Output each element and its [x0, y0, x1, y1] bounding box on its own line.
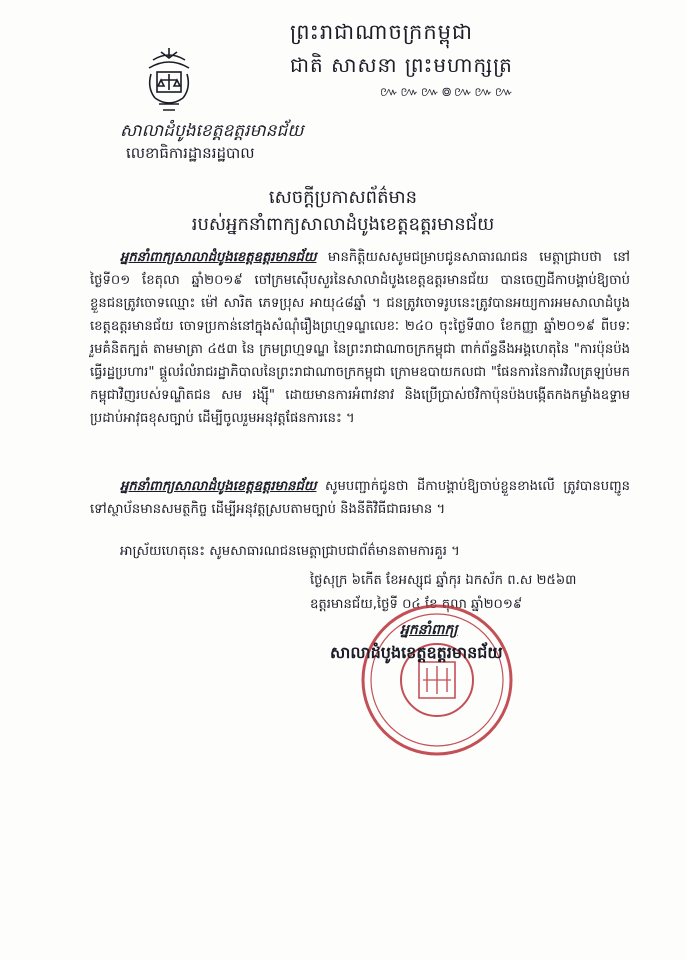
paragraph-2-lead: អ្នកនាំពាក្យសាលាដំបូងខេត្តឧត្តរមានជ័យ — [120, 479, 317, 494]
paragraph-1-text: មានកិត្តិយសសូមជម្រាបជូនសាធារណជន មេត្តាជ្រាបថា នៅថ្ងៃទី០១ ខែតុលា ឆ្នាំ២០១៩ ចៅក្រមស៊ើបសួរនៃសាលាដំបូងខេត្តឧត្តរមានជ័យ បានចេញដីកាបង្គាប់ឱ្យចាប់ខ្លួនជនត្រូវចោទឈ្មោះ ម៉ៅ សារិត ភេទប្រុស អាយុ៤៨ឆ្នាំ ។ ជនត្រូវចោទរូបនេះត្រូវបានអយ្យការអមសាលាដំបូងខេត្តឧត្តរមានជ័យ ចោទប្រកាន់នៅក្នុងសំណុំរឿងព្រហ្មទណ្ឌលេខៈ ២៤០ ចុះថ្ងៃទី៣០ ខែកញ្ញា ឆ្នាំ២០១៩ ពីបទៈ រួមគំនិតក្បត់ តាមមាត្រា ៤៥៣ នៃ ក្រមព្រហ្មទណ្ឌ នៃព្រះរាជាណាចក្រកម្ពុជា ពាក់ព័ន្ធនឹងអង្គហេតុនៃ "ការប៉ុនប៉ងធ្វើរដ្ឋប្រហារ" ផ្តួលរំលំរាជរដ្ឋាភិបាលនៃព្រះរាជាណាចក្រកម្ពុជា ក្រោមឧបាយកលជា "ផែនការនៃការវិលត្រឡប់មកកម្ពុជាវិញរបស់ទណ្ឌិតជន សម រង្ស៊ី" ដោយមានការអំពាវនាវ និងប្រើប្រាស់ថវិកាប៉ុនប៉ងបង្កើតកងកម្លាំងឧទ្ទាមប្រដាប់អាវុធខុសច្បាប់ ដើម្បីចូលរួមអនុវត្តផែនការនេះ ។ — [90, 250, 630, 426]
paragraph-1 — [90, 246, 630, 430]
court-emblem-icon — [143, 44, 195, 116]
issuer-court: សាលាដំបូងខេត្តឧត្តរមានជ័យ — [120, 121, 304, 141]
issuer-block — [120, 120, 303, 164]
issuer-office: លេខាធិការដ្ឋានរដ្ឋបាល — [126, 144, 255, 162]
paragraph-2-text: សូមបញ្ជាក់ជូនថា ដីកាបង្គាប់ឱ្យចាប់ខ្លួនខាងលើ ត្រូវបានបញ្ជូនទៅស្ថាប័នមានសមត្ថកិច្ច ដើម្បីអនុវត្តស្របតាមច្បាប់ និងនីតិវិធីជាធរមាន ។ — [90, 479, 630, 517]
document-subtitle: របស់អ្នកនាំពាក្យសាលាដំបូងខេត្តឧត្តរមានជ័យ — [191, 214, 495, 235]
signature-title: អ្នកនាំពាក្យ — [400, 622, 458, 638]
solar-date: ឧត្តរមានជ័យ,ថ្ងៃទី ០៤ ខែ តុលា ឆ្នាំ២០១៩ — [310, 597, 523, 612]
header-ornament: ៚៚៚៙៚៚៚ — [380, 85, 516, 100]
signature-name: សាលាដំបូងខេត្តឧត្តរមានជ័យ — [330, 643, 503, 662]
kingdom-header — [290, 20, 620, 103]
national-motto: ជាតិ សាសនា ព្រះមហាក្សត្រ — [290, 53, 513, 77]
document-title: សេចក្តីប្រកាសព័ត៌មាន — [268, 187, 418, 208]
paragraph-3: អាស្រ័យហេតុនេះ សូមសាធារណជនមេត្តាជ្រាបជាព័ត៌មានតាមការគួរ ។ — [120, 544, 460, 559]
lunar-date: ថ្ងៃសុក្រ ៦កើត ខែអស្សុជ ឆ្នាំកុរ ឯកស័ក ព.ស ២៥៦៣ — [310, 573, 577, 588]
kingdom-name: ព្រះរាជាណាចក្រកម្ពុជា — [290, 20, 474, 44]
paragraph-2 — [90, 475, 630, 521]
paragraph-1-lead: អ្នកនាំពាក្យសាលាដំបូងខេត្តឧត្តរមានជ័យ — [120, 250, 317, 265]
